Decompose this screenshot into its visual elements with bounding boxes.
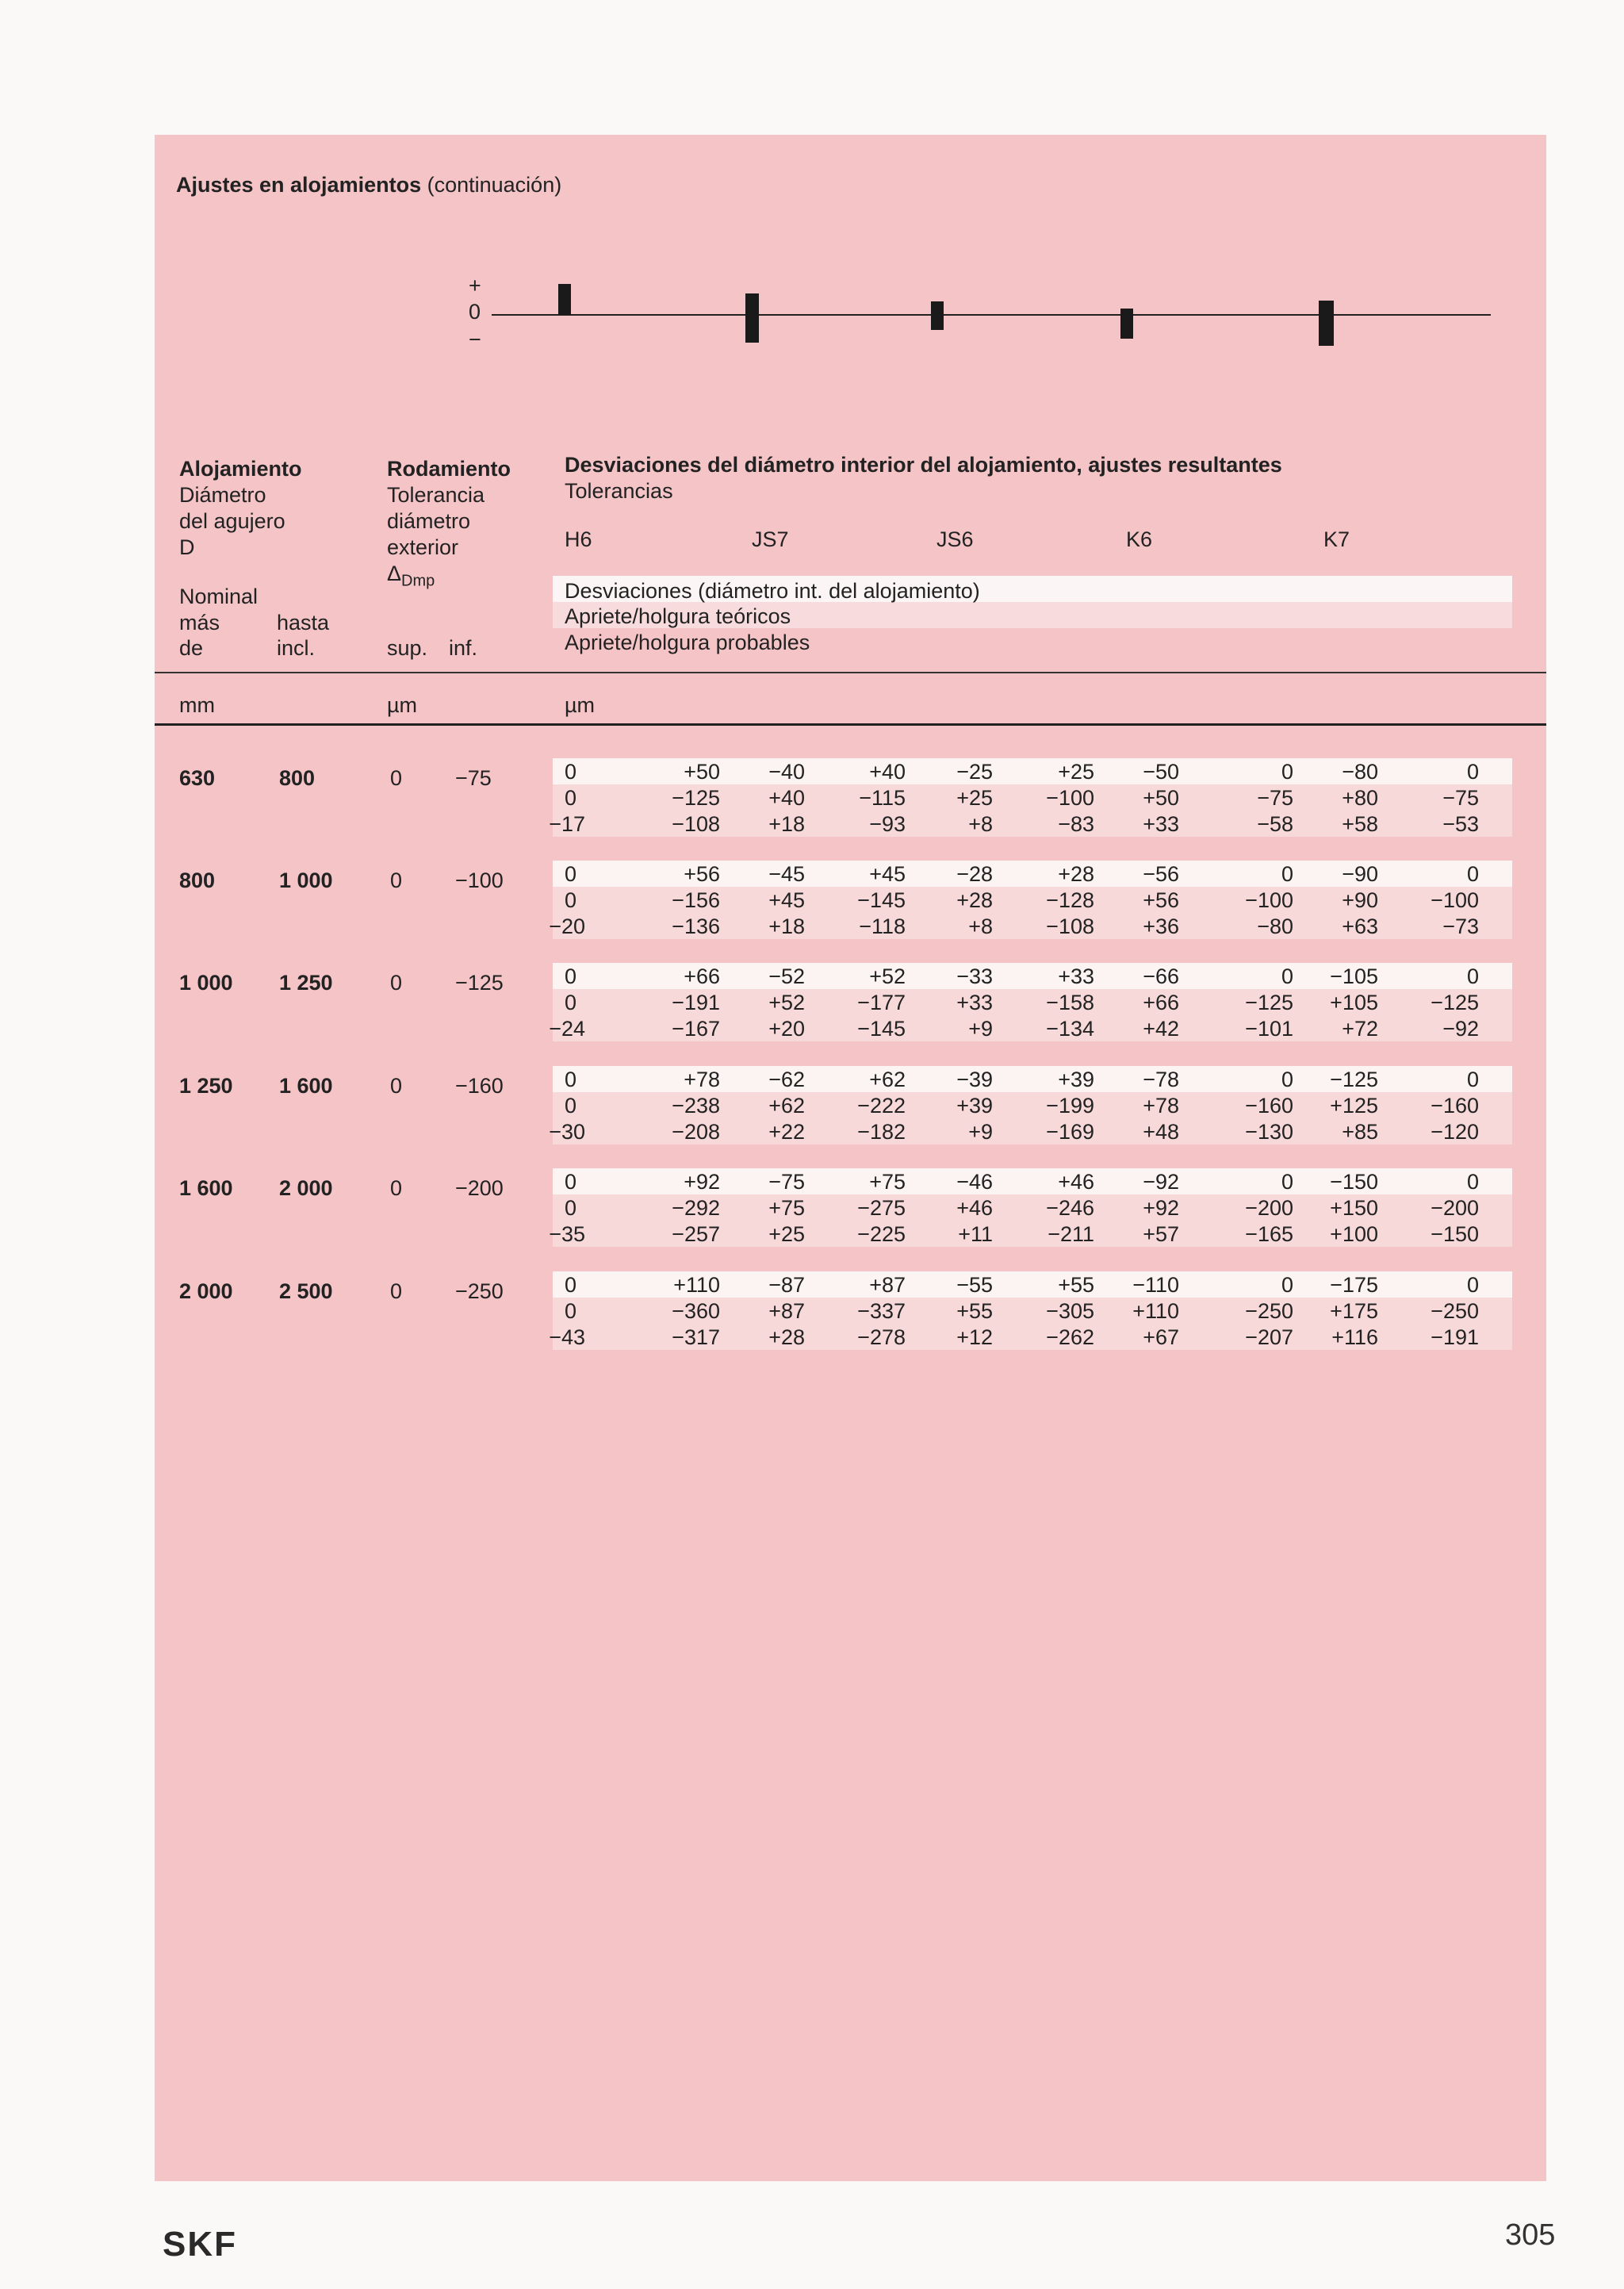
table-cell: +33 xyxy=(1058,964,1094,988)
table-cell: −43 xyxy=(549,1325,585,1349)
row-to: 2 500 xyxy=(279,1279,333,1303)
table-cell: +8 xyxy=(968,812,993,836)
zone-k6 xyxy=(1120,309,1133,339)
table-cell: +75 xyxy=(768,1196,805,1220)
header-bearing-line2: diámetro xyxy=(387,509,471,533)
table-cell: +18 xyxy=(768,914,805,938)
row-inf: −125 xyxy=(455,971,504,995)
table-cell: +40 xyxy=(768,786,805,810)
tolerance-h6: H6 xyxy=(565,527,592,551)
table-cell: 0 xyxy=(1466,964,1479,988)
table-cell: +33 xyxy=(956,991,993,1014)
table-cell: −80 xyxy=(1342,760,1378,784)
header-bearing-delta: $\Delta_{Dmp}$ xyxy=(387,562,435,590)
header-housing-line2: del agujero xyxy=(179,509,285,533)
table-cell: +87 xyxy=(869,1273,906,1297)
table-cell: −105 xyxy=(1330,964,1378,988)
row-from: 630 xyxy=(179,766,216,790)
table-cell: +78 xyxy=(684,1068,720,1091)
table-cell: −257 xyxy=(672,1222,720,1246)
title-normal: (continuación) xyxy=(427,173,562,197)
table-cell: +175 xyxy=(1330,1299,1378,1323)
table-cell: −145 xyxy=(857,1017,906,1041)
skf-logo: SKF xyxy=(163,2225,237,2264)
table-cell: −337 xyxy=(857,1299,906,1323)
table-cell: −305 xyxy=(1046,1299,1094,1323)
table-cell: +75 xyxy=(869,1170,906,1194)
header-hasta: hasta xyxy=(277,611,330,635)
table-cell: −317 xyxy=(672,1325,720,1349)
table-cell: +57 xyxy=(1143,1222,1179,1246)
table-cell: −145 xyxy=(857,888,906,912)
header-deviations xyxy=(565,452,1282,504)
table-cell: −55 xyxy=(956,1273,993,1297)
table-cell: −25 xyxy=(956,760,993,784)
table-cell: −275 xyxy=(857,1196,906,1220)
page-title xyxy=(176,173,561,197)
table-cell: −191 xyxy=(1431,1325,1479,1349)
page-number: 305 xyxy=(1505,2218,1556,2252)
row-inf: −160 xyxy=(455,1074,504,1098)
zone-k7 xyxy=(1319,301,1334,346)
table-cell: −100 xyxy=(1431,888,1479,912)
table-cell: −62 xyxy=(768,1068,805,1091)
tolerance-k6: K6 xyxy=(1126,527,1153,551)
header-bearing xyxy=(387,456,511,594)
table-cell: −52 xyxy=(768,964,805,988)
header-housing-line3: D xyxy=(179,535,195,559)
table-cell: −150 xyxy=(1330,1170,1378,1194)
table-cell: 0 xyxy=(1466,1170,1479,1194)
table-cell: −118 xyxy=(859,914,906,938)
table-cell: 0 xyxy=(1281,760,1293,784)
header-housing-line1: Diámetro xyxy=(179,483,266,507)
table-cell: +125 xyxy=(1330,1094,1378,1118)
table-cell: −160 xyxy=(1245,1094,1293,1118)
header-inf: inf. xyxy=(449,636,478,660)
title-bold: Ajustes en alojamientos xyxy=(176,173,422,197)
table-cell: −115 xyxy=(859,786,906,810)
table-cell: −80 xyxy=(1257,914,1293,938)
row-to: 2 000 xyxy=(279,1176,333,1200)
header-housing-bold: Alojamiento xyxy=(179,457,302,481)
table-cell: −58 xyxy=(1257,812,1293,836)
legend-deviations: Desviaciones (diámetro int. del alojamiento) xyxy=(565,579,980,603)
header-rule xyxy=(155,672,1546,673)
table-cell: 0 xyxy=(565,888,577,912)
table-cell: +63 xyxy=(1342,914,1378,938)
table-cell: −225 xyxy=(857,1222,906,1246)
table-cell: −24 xyxy=(549,1017,585,1041)
table-cell: +110 xyxy=(1132,1299,1179,1323)
table-cell: −278 xyxy=(857,1325,906,1349)
table-cell: −136 xyxy=(672,914,720,938)
table-cell: +39 xyxy=(1058,1068,1094,1091)
table-cell: +22 xyxy=(768,1120,805,1144)
row-sup: 0 xyxy=(390,971,403,995)
table-cell: −262 xyxy=(1046,1325,1094,1349)
table-cell: 0 xyxy=(1466,760,1479,784)
table-cell: −100 xyxy=(1046,786,1094,810)
header-deviations-sub: Tolerancias xyxy=(565,479,673,503)
row-sup: 0 xyxy=(390,1279,403,1303)
table-cell: −246 xyxy=(1046,1196,1094,1220)
table-cell: +8 xyxy=(968,914,993,938)
table-cell: −73 xyxy=(1442,914,1479,938)
row-to: 1 250 xyxy=(279,971,333,995)
table-cell: +78 xyxy=(1143,1094,1179,1118)
table-cell: −238 xyxy=(672,1094,720,1118)
table-cell: +40 xyxy=(869,760,906,784)
table-cell: −66 xyxy=(1143,964,1179,988)
table-cell: 0 xyxy=(565,964,577,988)
table-cell: +46 xyxy=(956,1196,993,1220)
table-cell: +116 xyxy=(1331,1325,1378,1349)
pink-panel xyxy=(155,135,1546,2181)
table-cell: 0 xyxy=(1281,1273,1293,1297)
table-cell: +42 xyxy=(1143,1017,1179,1041)
table-cell: +85 xyxy=(1342,1120,1378,1144)
row-to: 1 600 xyxy=(279,1074,333,1098)
table-cell: +66 xyxy=(684,964,720,988)
table-cell: −93 xyxy=(869,812,906,836)
table-cell: −125 xyxy=(672,786,720,810)
table-cell: +55 xyxy=(956,1299,993,1323)
table-cell: +55 xyxy=(1058,1273,1094,1297)
table-cell: −200 xyxy=(1431,1196,1479,1220)
table-cell: −125 xyxy=(1245,991,1293,1014)
table-cell: +9 xyxy=(968,1120,993,1144)
table-cell: +39 xyxy=(956,1094,993,1118)
legend-probable: Apriete/holgura probables xyxy=(565,631,810,654)
table-cell: +46 xyxy=(1058,1170,1094,1194)
table-cell: −250 xyxy=(1245,1299,1293,1323)
table-cell: 0 xyxy=(565,1299,577,1323)
table-cell: 0 xyxy=(565,786,577,810)
row-sup: 0 xyxy=(390,1176,403,1200)
table-cell: +58 xyxy=(1342,812,1378,836)
row-sup: 0 xyxy=(390,868,403,892)
table-cell: −87 xyxy=(768,1273,805,1297)
header-bearing-line3: exterior xyxy=(387,535,459,559)
unit-um-bearing: µm xyxy=(387,693,418,717)
tolerance-diagram xyxy=(444,270,1499,373)
table-cell: −207 xyxy=(1245,1325,1293,1349)
table-cell: +62 xyxy=(768,1094,805,1118)
table-cell: 0 xyxy=(1466,1273,1479,1297)
unit-mm: mm xyxy=(179,693,215,717)
table-cell: 0 xyxy=(1466,862,1479,886)
table-cell: −56 xyxy=(1143,862,1179,886)
table-cell: −17 xyxy=(549,812,585,836)
unit-um-housing: µm xyxy=(565,693,596,717)
zone-js6 xyxy=(931,301,944,330)
table-cell: 0 xyxy=(565,1273,577,1297)
table-cell: −30 xyxy=(549,1120,585,1144)
table-cell: −128 xyxy=(1046,888,1094,912)
table-cell: 0 xyxy=(1281,862,1293,886)
table-cell: 0 xyxy=(1466,1068,1479,1091)
table-cell: −211 xyxy=(1048,1222,1094,1246)
table-cell: −108 xyxy=(672,812,720,836)
table-cell: +20 xyxy=(768,1017,805,1041)
table-cell: +50 xyxy=(684,760,720,784)
table-cell: −125 xyxy=(1330,1068,1378,1091)
table-cell: −165 xyxy=(1245,1222,1293,1246)
table-cell: −78 xyxy=(1143,1068,1179,1091)
header-bearing-bold: Rodamiento xyxy=(387,457,511,481)
table-cell: +105 xyxy=(1330,991,1378,1014)
row-inf: −200 xyxy=(455,1176,504,1200)
table-cell: +100 xyxy=(1330,1222,1378,1246)
table-cell: +25 xyxy=(768,1222,805,1246)
zone-js7 xyxy=(745,293,759,343)
table-cell: +33 xyxy=(1143,812,1179,836)
table-cell: −169 xyxy=(1046,1120,1094,1144)
table-cell: +18 xyxy=(768,812,805,836)
table-cell: +25 xyxy=(956,786,993,810)
table-cell: −90 xyxy=(1342,862,1378,886)
table-cell: +56 xyxy=(684,862,720,886)
table-cell: −83 xyxy=(1058,812,1094,836)
table-cell: −75 xyxy=(768,1170,805,1194)
table-cell: 0 xyxy=(1281,1170,1293,1194)
table-cell: −45 xyxy=(768,862,805,886)
table-cell: +28 xyxy=(1058,862,1094,886)
header-sup: sup. xyxy=(387,636,428,660)
table-cell: −160 xyxy=(1431,1094,1479,1118)
table-cell: −108 xyxy=(1046,914,1094,938)
table-cell: −130 xyxy=(1245,1120,1293,1144)
table-cell: +56 xyxy=(1143,888,1179,912)
zone-h6 xyxy=(558,284,571,315)
table-cell: −175 xyxy=(1330,1273,1378,1297)
diagram-minus: − xyxy=(469,328,481,351)
table-cell: +80 xyxy=(1342,786,1378,810)
tolerance-k7: K7 xyxy=(1323,527,1350,551)
table-cell: −250 xyxy=(1431,1299,1479,1323)
table-cell: 0 xyxy=(1281,1068,1293,1091)
table-cell: −101 xyxy=(1245,1017,1293,1041)
table-cell: 0 xyxy=(565,1094,577,1118)
table-cell: +92 xyxy=(684,1170,720,1194)
table-cell: −208 xyxy=(672,1120,720,1144)
header-bearing-line1: Tolerancia xyxy=(387,483,485,507)
table-cell: +110 xyxy=(673,1273,720,1297)
row-from: 1 600 xyxy=(179,1176,233,1200)
table-cell: −191 xyxy=(672,991,720,1014)
table-cell: −75 xyxy=(1257,786,1293,810)
table-cell: +150 xyxy=(1330,1196,1378,1220)
table-cell: −177 xyxy=(857,991,906,1014)
row-from: 800 xyxy=(179,868,216,892)
table-cell: −75 xyxy=(1442,786,1479,810)
table-cell: −46 xyxy=(956,1170,993,1194)
table-cell: −100 xyxy=(1245,888,1293,912)
table-cell: −33 xyxy=(956,964,993,988)
table-cell: 0 xyxy=(565,1196,577,1220)
row-from: 1 000 xyxy=(179,971,233,995)
table-cell: −110 xyxy=(1132,1273,1179,1297)
table-cell: −292 xyxy=(672,1196,720,1220)
diagram-zero: 0 xyxy=(469,300,481,324)
row-sup: 0 xyxy=(390,766,403,790)
table-cell: −20 xyxy=(549,914,585,938)
table-cell: −156 xyxy=(672,888,720,912)
row-to: 800 xyxy=(279,766,316,790)
table-cell: +9 xyxy=(968,1017,993,1041)
table-cell: −39 xyxy=(956,1068,993,1091)
diagram-plus: + xyxy=(469,274,481,297)
table-cell: +48 xyxy=(1143,1120,1179,1144)
table-cell: +25 xyxy=(1058,760,1094,784)
table-cell: +90 xyxy=(1342,888,1378,912)
table-cell: −199 xyxy=(1046,1094,1094,1118)
table-cell: +72 xyxy=(1342,1017,1378,1041)
table-cell: −40 xyxy=(768,760,805,784)
row-inf: −250 xyxy=(455,1279,504,1303)
table-cell: +28 xyxy=(768,1325,805,1349)
tolerance-js7: JS7 xyxy=(752,527,789,551)
table-cell: +11 xyxy=(958,1222,993,1246)
table-cell: +12 xyxy=(956,1325,993,1349)
row-sup: 0 xyxy=(390,1074,403,1098)
table-cell: −28 xyxy=(956,862,993,886)
table-cell: +87 xyxy=(768,1299,805,1323)
table-cell: +92 xyxy=(1143,1196,1179,1220)
table-cell: −200 xyxy=(1245,1196,1293,1220)
table-cell: 0 xyxy=(565,760,577,784)
table-cell: −125 xyxy=(1431,991,1479,1014)
table-cell: +28 xyxy=(956,888,993,912)
table-cell: −35 xyxy=(549,1222,585,1246)
table-cell: −150 xyxy=(1431,1222,1479,1246)
table-cell: −53 xyxy=(1442,812,1479,836)
table-cell: +67 xyxy=(1143,1325,1179,1349)
table-cell: −360 xyxy=(672,1299,720,1323)
table-cell: +66 xyxy=(1143,991,1179,1014)
table-cell: +62 xyxy=(869,1068,906,1091)
table-cell: −120 xyxy=(1431,1120,1479,1144)
header-mas: más xyxy=(179,611,220,635)
table-cell: −50 xyxy=(1143,760,1179,784)
tolerance-js6: JS6 xyxy=(936,527,974,551)
table-cell: +36 xyxy=(1143,914,1179,938)
table-cell: +45 xyxy=(869,862,906,886)
table-cell: +45 xyxy=(768,888,805,912)
table-cell: −167 xyxy=(672,1017,720,1041)
table-cell: −134 xyxy=(1046,1017,1094,1041)
table-cell: −92 xyxy=(1442,1017,1479,1041)
table-cell: 0 xyxy=(565,1068,577,1091)
table-cell: +52 xyxy=(869,964,906,988)
table-cell: −92 xyxy=(1143,1170,1179,1194)
row-inf: −75 xyxy=(455,766,492,790)
header-housing xyxy=(179,456,302,561)
table-cell: 0 xyxy=(565,991,577,1014)
header-deviations-bold: Desviaciones del diámetro interior del alojamiento, ajustes resultantes xyxy=(565,453,1282,477)
table-cell: +52 xyxy=(768,991,805,1014)
units-rule xyxy=(155,723,1546,726)
legend-theoretical: Apriete/holgura teóricos xyxy=(565,604,791,628)
row-from: 1 250 xyxy=(179,1074,233,1098)
header-nominal: Nominal xyxy=(179,585,259,608)
header-incl: incl. xyxy=(277,636,316,660)
table-cell: 0 xyxy=(1281,964,1293,988)
row-from: 2 000 xyxy=(179,1279,233,1303)
table-cell: −182 xyxy=(857,1120,906,1144)
table-cell: −222 xyxy=(857,1094,906,1118)
table-cell: −158 xyxy=(1046,991,1094,1014)
table-cell: 0 xyxy=(565,1170,577,1194)
table-cell: +50 xyxy=(1143,786,1179,810)
row-inf: −100 xyxy=(455,868,504,892)
row-to: 1 000 xyxy=(279,868,333,892)
table-cell: 0 xyxy=(565,862,577,886)
header-de: de xyxy=(179,636,204,660)
